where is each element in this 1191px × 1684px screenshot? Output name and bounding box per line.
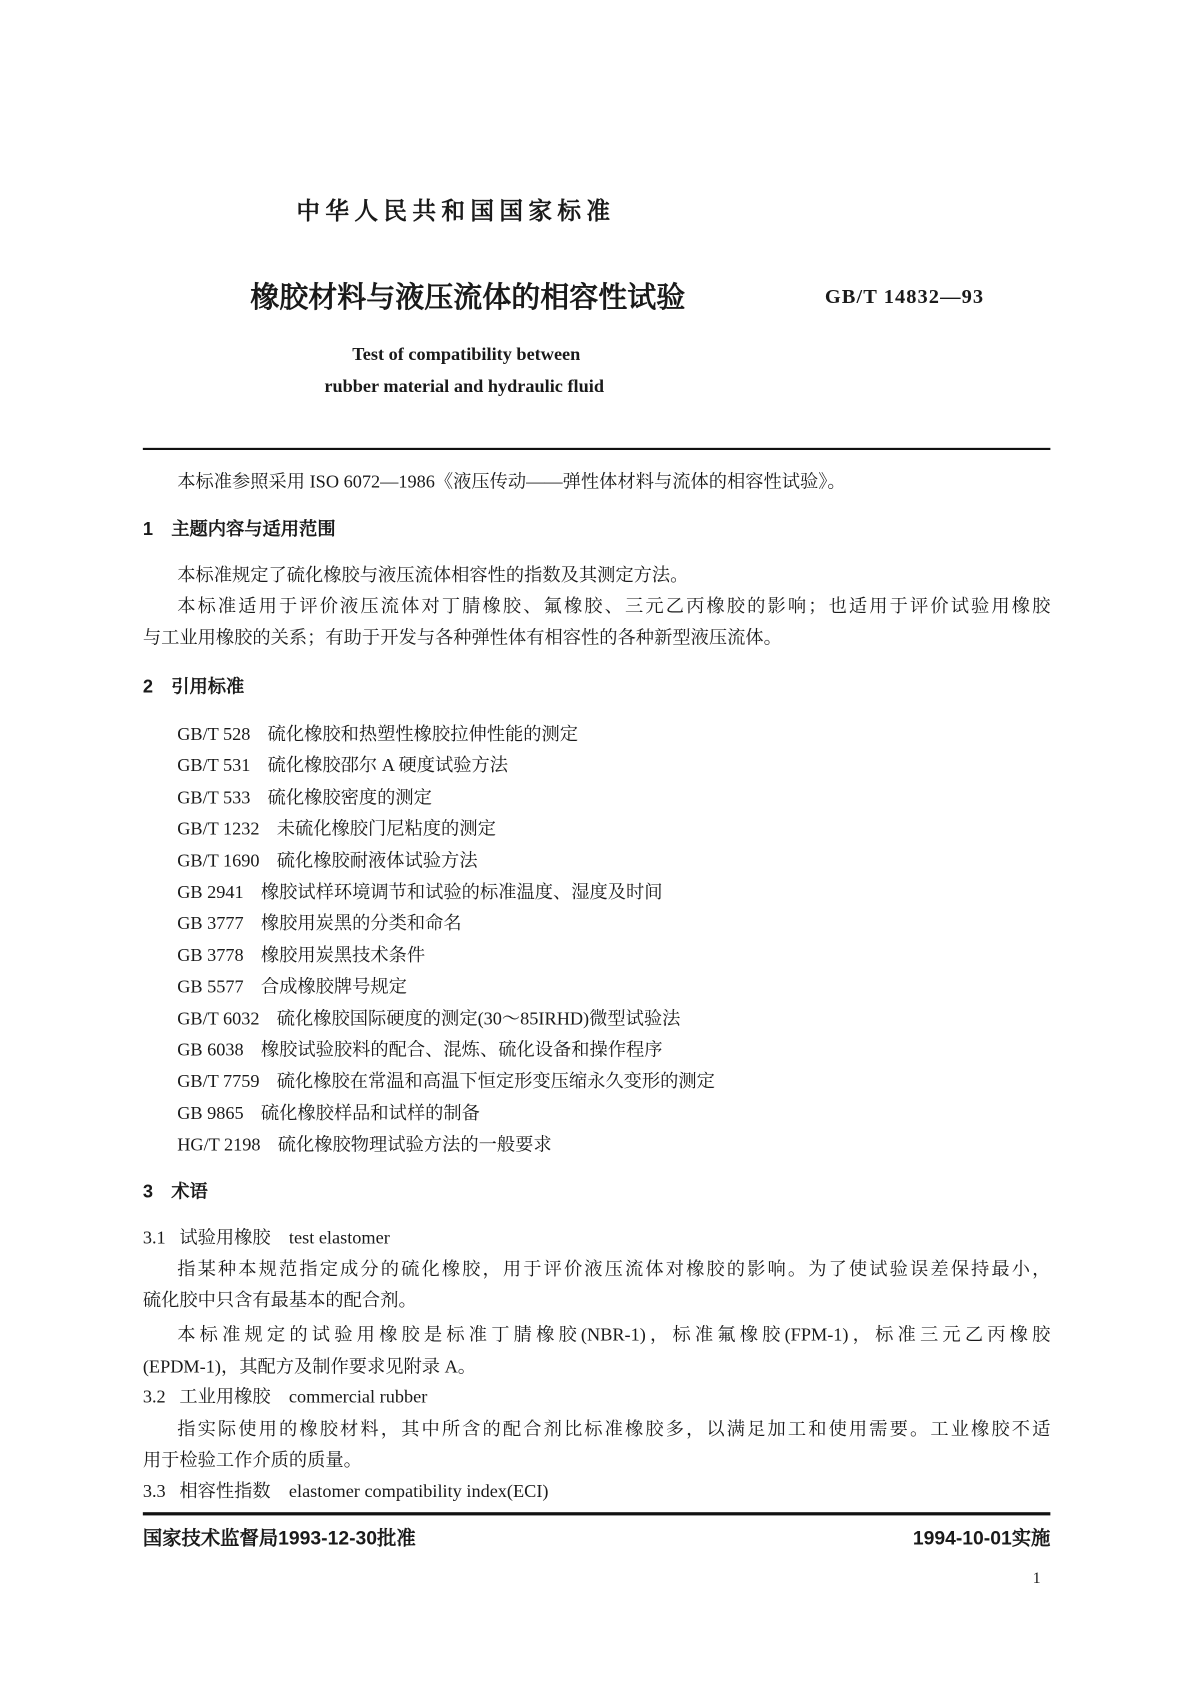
reference-code: GB 3778	[177, 944, 244, 966]
effective-date: 1994-10-01实施	[912, 1527, 1051, 1549]
term-3-1-p1: 指某种本规范指定成分的硫化橡胶，用于评价液压流体对橡胶的影响。为了使试验误差保持最小，	[177, 1258, 1051, 1280]
term-3-2	[143, 1384, 427, 1410]
term-3-1-p1-cont: 硫化胶中只含有最基本的配合剂。	[142, 1289, 417, 1311]
reference-item	[177, 880, 662, 906]
reference-code: GB/T 1232	[177, 818, 260, 839]
term-en: elastomer compatibility index(ECI)	[288, 1481, 549, 1502]
reference-code: GB/T 531	[177, 755, 251, 776]
footer-rule	[143, 1512, 1051, 1515]
header-rule	[143, 448, 1051, 450]
reference-item	[177, 816, 496, 842]
reference-code: GB 2941	[177, 881, 244, 903]
reference-code: GB/T 528	[177, 723, 251, 745]
reference-title: 硫化橡胶物理试验方法的一般要求	[277, 1134, 552, 1155]
reference-title: 硫化橡胶样品和试样的制备	[260, 1102, 480, 1124]
reference-item	[177, 943, 425, 969]
reference-code: GB 3777	[177, 913, 244, 934]
term-3-3	[143, 1479, 549, 1505]
reference-code: GB/T 7759	[177, 1071, 260, 1092]
term-cn: 相容性指数	[179, 1481, 271, 1502]
title-en-1: Test of compatibility between	[352, 343, 581, 365]
reference-title: 硫化橡胶国际硬度的测定(30～85IRHD)微型试验法	[276, 1008, 681, 1029]
s1-paragraph-2-cont: 与工业用橡胶的关系；有助于开发与各种弹性体有相容性的各种新型液压流体。	[142, 627, 782, 648]
reference-item	[177, 785, 432, 811]
term-en: test elastomer	[288, 1227, 390, 1248]
reference-code: GB 5577	[177, 976, 244, 997]
standard-code: GB/T 14832—93	[824, 285, 985, 309]
title-en-2: rubber material and hydraulic fluid	[324, 375, 605, 397]
national-standard-header: 中华人民共和国国家标准	[296, 197, 616, 225]
page-number: 1	[1032, 1570, 1041, 1588]
reference-item	[177, 1132, 551, 1158]
reference-item	[177, 1006, 680, 1032]
reference-code: HG/T 2198	[177, 1134, 261, 1155]
reference-item	[177, 974, 407, 1000]
section-2-heading: 2 引用标准	[142, 676, 245, 698]
reference-title: 硫化橡胶邵尔 A 硬度试验方法	[267, 755, 509, 776]
term-3-1-p2: 本标准规定的试验用橡胶是标准丁腈橡胶(NBR-1)，标准氟橡胶(FPM-1)，标准三元乙丙橡胶	[177, 1324, 1051, 1345]
reference-code: GB/T 6032	[177, 1008, 260, 1029]
reference-title: 硫化橡胶耐液体试验方法	[276, 850, 478, 871]
reference-code: GB 6038	[177, 1039, 244, 1061]
section-3-heading: 3 术语	[142, 1181, 208, 1202]
reference-item	[177, 1037, 662, 1063]
reference-item	[177, 753, 508, 779]
reference-item	[177, 1069, 715, 1095]
term-cn: 工业用橡胶	[179, 1386, 271, 1407]
term-3-2-p1: 指实际使用的橡胶材料，其中所含的配合剂比标准橡胶多，以满足加工和使用需要。工业橡胶不适	[177, 1418, 1051, 1440]
intro-text: 本标准参照采用 ISO 6072—1986《液压传动——弹性体材料与流体的相容性试验》。	[177, 471, 846, 492]
s1-paragraph-1: 本标准规定了硫化橡胶与液压流体相容性的指数及其测定方法。	[177, 564, 689, 586]
approval-date: 国家技术监督局1993-12-30批准	[142, 1527, 416, 1549]
reference-title: 橡胶试样环境调节和试验的标准温度、湿度及时间	[260, 881, 663, 903]
reference-code: GB/T 1690	[177, 850, 260, 871]
reference-title: 硫化橡胶密度的测定	[267, 787, 432, 808]
reference-item	[177, 1101, 480, 1127]
reference-title: 硫化橡胶在常温和高温下恒定形变压缩永久变形的测定	[276, 1071, 715, 1092]
term-number: 3.2	[142, 1386, 166, 1407]
term-number: 3.3	[142, 1481, 166, 1502]
reference-item	[177, 848, 477, 874]
title-cn: 橡胶材料与液压流体的相容性试验	[250, 281, 686, 314]
reference-item	[177, 722, 578, 748]
term-3-1	[143, 1225, 390, 1251]
reference-code: GB/T 533	[177, 787, 251, 808]
reference-title: 未硫化橡胶门尼粘度的测定	[276, 818, 496, 839]
reference-code: GB 9865	[177, 1102, 244, 1124]
section-1-heading: 1 主题内容与适用范围	[142, 518, 336, 540]
reference-title: 合成橡胶牌号规定	[260, 976, 407, 997]
reference-title: 橡胶试验胶料的配合、混炼、硫化设备和操作程序	[260, 1039, 663, 1061]
reference-title: 硫化橡胶和热塑性橡胶拉伸性能的测定	[267, 723, 578, 745]
term-en: commercial rubber	[288, 1386, 428, 1407]
term-3-2-p1-cont: 用于检验工作介质的质量。	[142, 1449, 362, 1471]
term-cn: 试验用橡胶	[179, 1227, 271, 1248]
term-number: 3.1	[142, 1227, 166, 1248]
reference-title: 橡胶用炭黑技术条件	[260, 944, 426, 966]
reference-title: 橡胶用炭黑的分类和命名	[260, 913, 462, 934]
s1-paragraph-2: 本标准适用于评价液压流体对丁腈橡胶、氟橡胶、三元乙丙橡胶的影响；也适用于评价试验用橡胶	[177, 596, 1051, 617]
term-3-1-p2-cont: (EPDM-1)，其配方及制作要求见附录 A。	[142, 1356, 477, 1377]
reference-item	[177, 911, 461, 937]
